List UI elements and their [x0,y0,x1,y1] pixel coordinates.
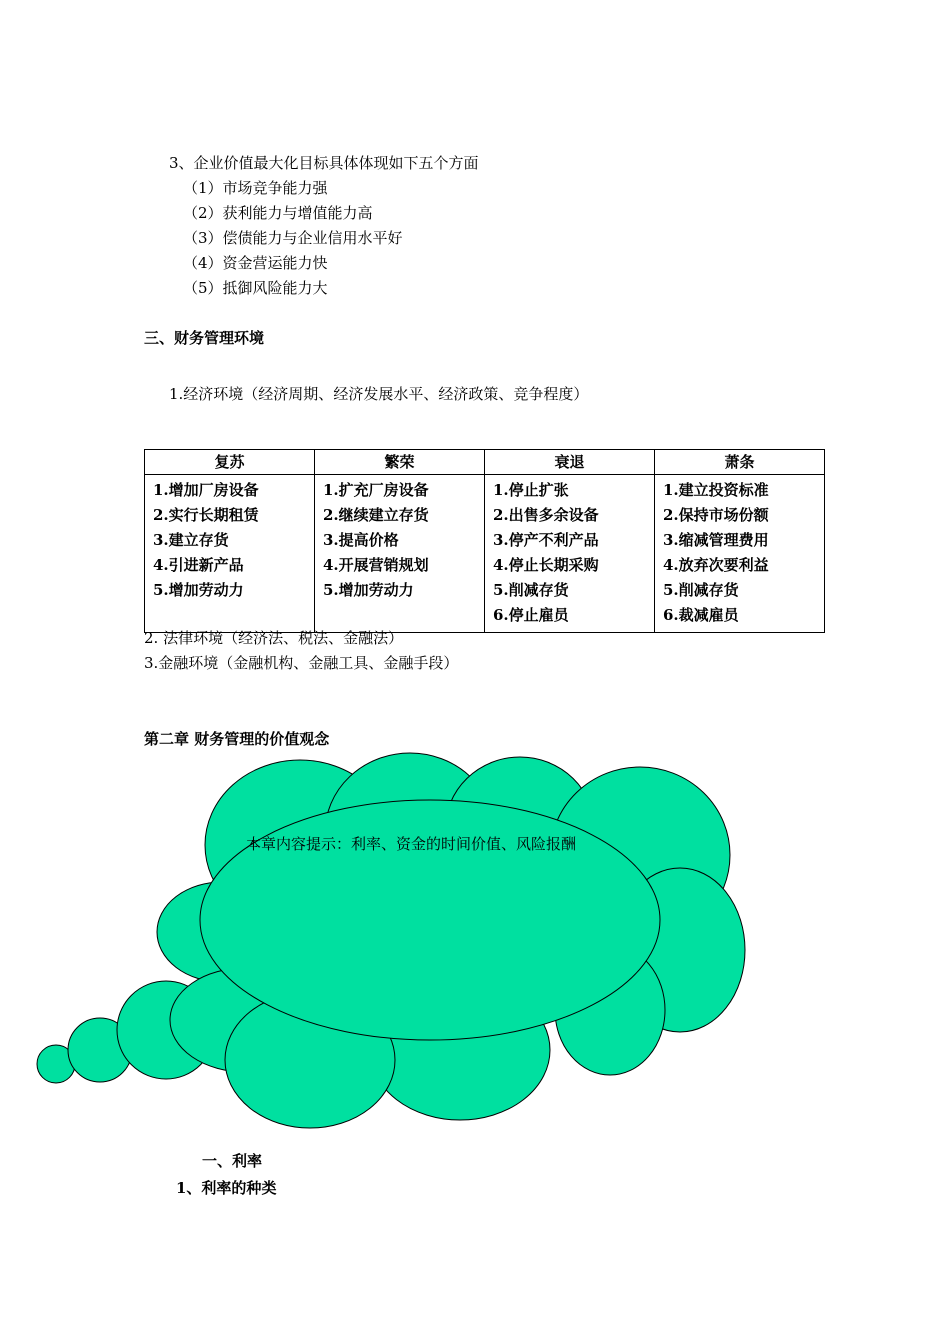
env-financial: 3.金融环境（金融机构、金融工具、金融手段） [144,654,459,672]
list-item: 2.继续建立存货 [323,506,429,524]
table-header-recession: 衰退 [485,450,655,475]
list-item: 4.开展营销规划 [323,556,429,574]
list-item: 5.削减存货 [493,581,569,599]
list-item: 4.停止长期采购 [493,556,599,574]
list-item: 4.引进新产品 [153,556,244,574]
cloud-text: 本章内容提示：利率、资金的时间价值、风险报酬 [246,835,577,853]
env-heading: 三、财务管理环境 [144,329,265,347]
section3-item-2: （2）获利能力与增值能力高 [183,204,373,222]
list-item: 3.提高价格 [323,531,399,549]
list-item: 1.扩充厂房设备 [323,481,429,499]
list-item: 1.建立投资标准 [663,481,769,499]
section3-heading: 3、企业价值最大化目标具体体现如下五个方面 [169,154,479,172]
section-interest-rate: 一、利率 [202,1152,263,1170]
cloud-shape [37,753,745,1128]
list-item: 4.放弃次要利益 [663,556,769,574]
list-item: 3.缩减管理费用 [663,531,769,549]
list-item: 5.增加劳动力 [153,581,244,599]
section3-item-1: （1）市场竞争能力强 [183,179,328,197]
list-item: 6.裁减雇员 [663,606,739,624]
list-item: 3.建立存货 [153,531,229,549]
list-item: 3.停产不利产品 [493,531,599,549]
section3-item-5: （5）抵御风险能力大 [183,279,328,297]
list-item: 1.停止扩张 [493,481,569,499]
table-header-prosperity: 繁荣 [315,450,485,475]
list-item: 6.停止雇员 [493,606,569,624]
section3-item-3: （3）偿债能力与企业信用水平好 [183,229,403,247]
env-legal: 2. 法律环境（经济法、税法、金融法） [144,629,404,647]
list-item: 2.保持市场份额 [663,506,769,524]
env-economic: 1.经济环境（经济周期、经济发展水平、经济政策、竞争程度） [169,385,589,403]
list-item: 5.削减存货 [663,581,739,599]
list-item: 1.增加厂房设备 [153,481,259,499]
list-item: 2.出售多余设备 [493,506,599,524]
section3-item-4: （4）资金营运能力快 [183,254,328,272]
list-item: 2.实行长期租赁 [153,506,259,524]
list-item: 5.增加劳动力 [323,581,414,599]
table-header-depression: 萧条 [655,450,825,475]
chapter-title: 第二章 财务管理的价值观念 [144,730,330,748]
table-header-recovery: 复苏 [145,450,315,475]
subsection-rate-types: 1、利率的种类 [176,1179,277,1197]
